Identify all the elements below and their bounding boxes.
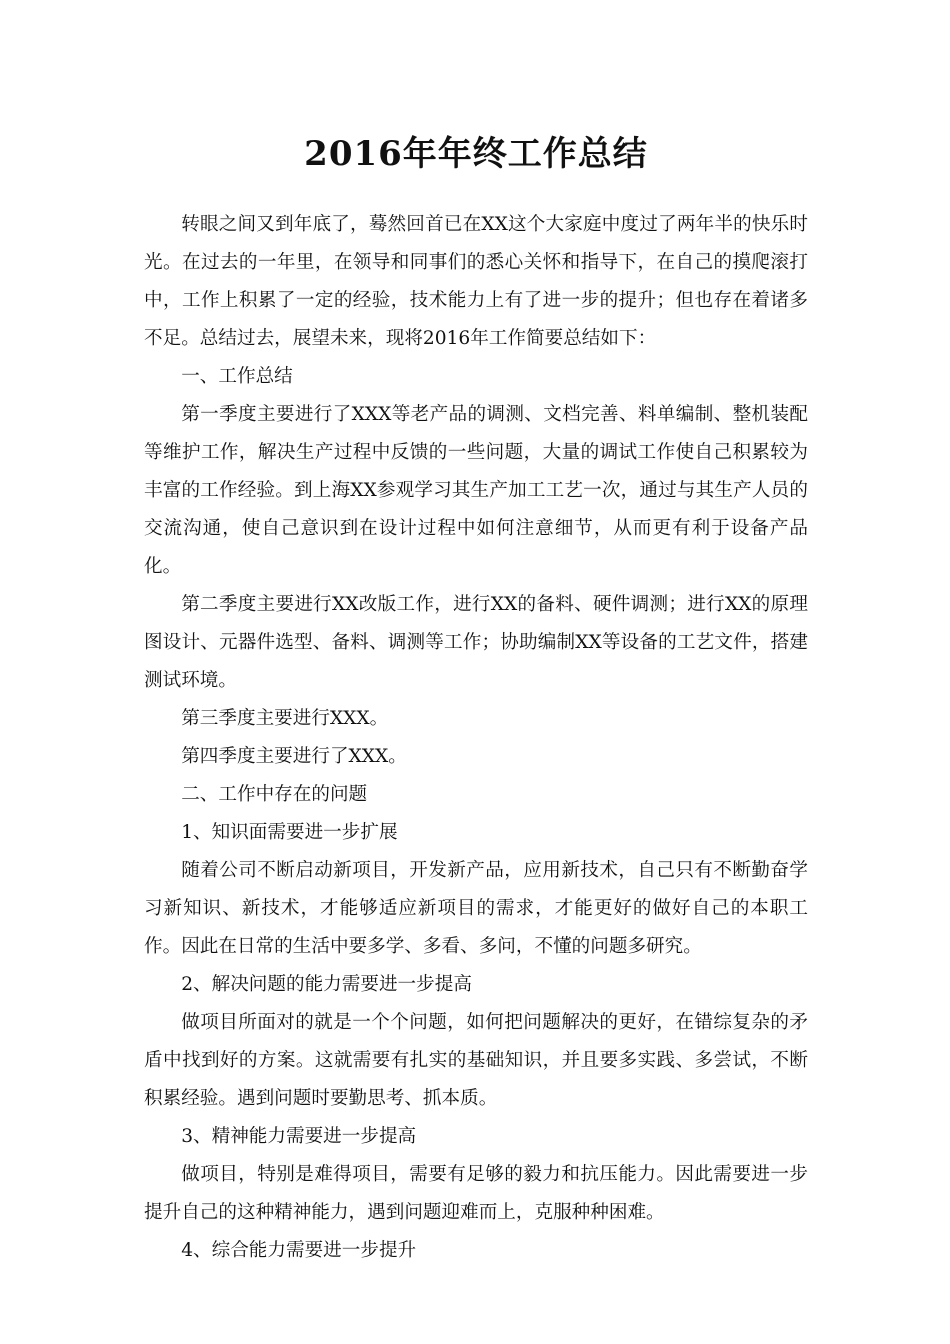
knowledge-paragraph: 随着公司不断启动新项目，开发新产品，应用新技术，自己只有不断勤奋学习新知识、新技术，才能够适应新项目的需求，才能更好的做好自己的本职工作。因此在日常的生活中要多学、多看、多问，不懂的问题多研究。: [144, 860, 808, 957]
section-heading-work-summary: 一、工作总结: [181, 366, 293, 387]
q4-paragraph: 第四季度主要进行了XXX。: [181, 746, 407, 767]
q1-paragraph: 第一季度主要进行了XXX等老产品的调测、文档完善、料单编制、整机装配等维护工作，解决生产过程中反馈的一些问题，大量的调试工作使自己积累较为丰富的工作经验。到上海XX参观学习其生产加工工艺一次，通过与其生产人员的交流沟通，使自己意识到在设计过程中如何注意细节，从而更有利于设备产品化。: [144, 404, 808, 577]
q2-paragraph: 第二季度主要进行XX改版工作，进行XX的备料、硬件调测；进行XX的原理图设计、元器件选型、备料、调测等工作；协助编制XX等设备的工艺文件，搭建测试环境。: [144, 594, 808, 691]
section-heading-problems: 二、工作中存在的问题: [181, 784, 368, 805]
subheading-overall-ability: 4、综合能力需要进一步提升: [181, 1240, 417, 1261]
mental-ability-paragraph: 做项目，特别是难得项目，需要有足够的毅力和抗压能力。因此需要进一步提升自己的这种精神能力，遇到问题迎难而上，克服种种困难。: [144, 1164, 808, 1223]
q3-paragraph: 第三季度主要进行XXX。: [181, 708, 389, 729]
subheading-mental-ability: 3、精神能力需要进一步提高: [181, 1126, 417, 1147]
document-page: [144, 128, 808, 1270]
document-title: 2016年年终工作总结: [304, 134, 648, 174]
problem-solving-paragraph: 做项目所面对的就是一个个问题，如何把问题解决的更好，在错综复杂的矛盾中找到好的方案。这就需要有扎实的基础知识，并且要多实践、多尝试，不断积累经验。遇到问题时要勤思考、抓本质。: [144, 1012, 808, 1109]
subheading-knowledge: 1、知识面需要进一步扩展: [181, 822, 398, 843]
intro-paragraph: 转眼之间又到年底了，蓦然回首已在XX这个大家庭中度过了两年半的快乐时光。在过去的一年里，在领导和同事们的悉心关怀和指导下，在自己的摸爬滚打中，工作上积累了一定的经验，技术能力上有了进一步的提升；但也存在着诸多不足。总结过去，展望未来，现将2016年工作简要总结如下：: [144, 214, 808, 349]
subheading-problem-solving: 2、解决问题的能力需要进一步提高: [181, 974, 472, 995]
